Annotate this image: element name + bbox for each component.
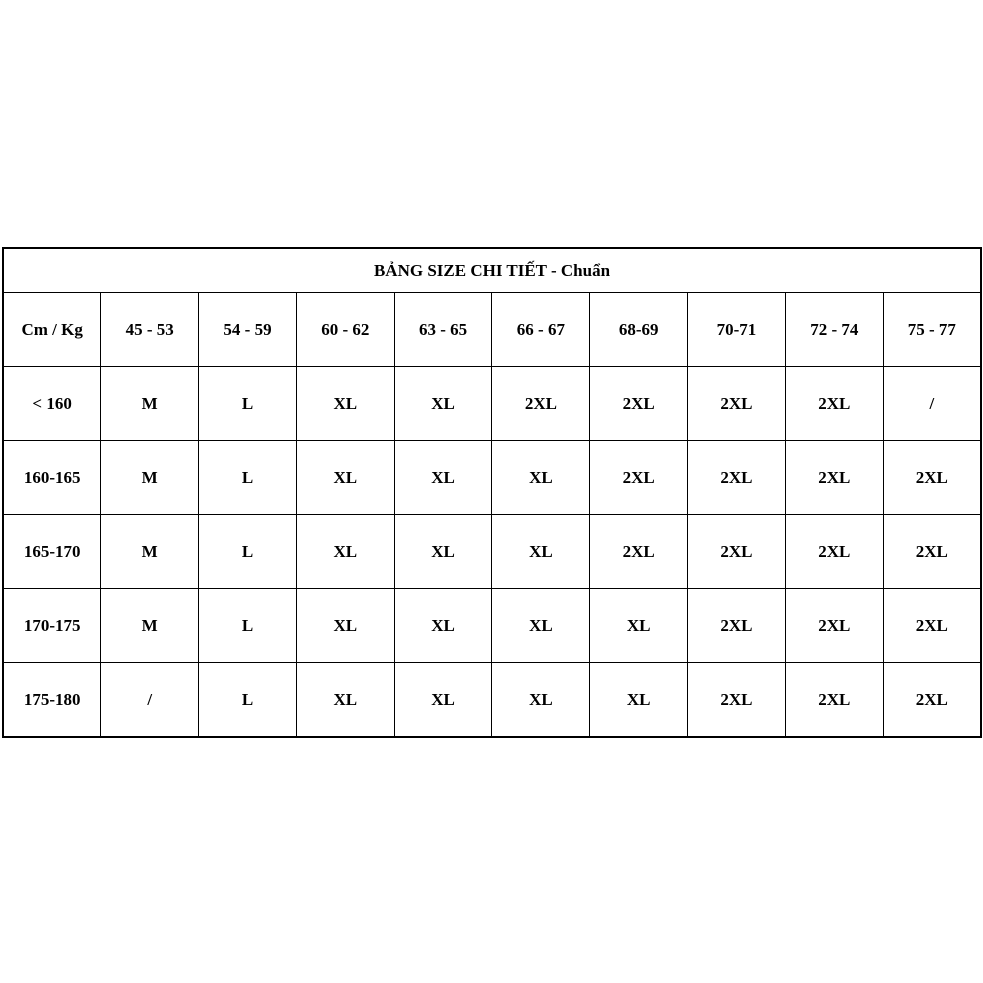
size-cell: XL — [590, 589, 688, 663]
size-cell: / — [883, 367, 981, 441]
size-cell: 2XL — [883, 663, 981, 738]
size-cell: 2XL — [688, 367, 786, 441]
table-title: BẢNG SIZE CHI TIẾT - Chuẩn — [3, 248, 981, 293]
size-cell: XL — [492, 589, 590, 663]
size-cell: XL — [296, 367, 394, 441]
size-cell: 2XL — [785, 663, 883, 738]
weight-header: 54 - 59 — [199, 293, 297, 367]
size-cell: / — [101, 663, 199, 738]
weight-header: 72 - 74 — [785, 293, 883, 367]
size-cell: 2XL — [590, 441, 688, 515]
header-row — [3, 293, 981, 367]
size-cell: 2XL — [883, 589, 981, 663]
size-cell: XL — [394, 515, 492, 589]
size-cell: 2XL — [883, 515, 981, 589]
size-cell: 2XL — [590, 367, 688, 441]
corner-label: Cm / Kg — [3, 293, 101, 367]
weight-header: 60 - 62 — [296, 293, 394, 367]
size-cell: L — [199, 663, 297, 738]
size-cell: XL — [296, 515, 394, 589]
size-cell: XL — [394, 663, 492, 738]
size-cell: XL — [296, 441, 394, 515]
size-cell: 2XL — [688, 589, 786, 663]
size-cell: L — [199, 367, 297, 441]
size-cell: XL — [394, 441, 492, 515]
size-cell: L — [199, 441, 297, 515]
size-cell: 2XL — [688, 515, 786, 589]
size-cell: XL — [394, 367, 492, 441]
height-label: 165-170 — [3, 515, 101, 589]
size-cell: 2XL — [590, 515, 688, 589]
height-label: 160-165 — [3, 441, 101, 515]
size-cell: 2XL — [785, 441, 883, 515]
table-row — [3, 589, 981, 663]
size-cell: M — [101, 367, 199, 441]
size-cell: M — [101, 589, 199, 663]
height-label: < 160 — [3, 367, 101, 441]
size-cell: XL — [296, 589, 394, 663]
size-chart-table — [2, 247, 982, 738]
table-row — [3, 367, 981, 441]
height-label: 175-180 — [3, 663, 101, 738]
size-cell: M — [101, 441, 199, 515]
weight-header: 63 - 65 — [394, 293, 492, 367]
weight-header: 66 - 67 — [492, 293, 590, 367]
size-cell: L — [199, 515, 297, 589]
size-cell: 2XL — [785, 589, 883, 663]
size-cell: XL — [492, 663, 590, 738]
size-cell: XL — [492, 515, 590, 589]
weight-header: 75 - 77 — [883, 293, 981, 367]
size-cell: M — [101, 515, 199, 589]
size-cell: XL — [590, 663, 688, 738]
size-cell: L — [199, 589, 297, 663]
height-label: 170-175 — [3, 589, 101, 663]
size-cell: XL — [394, 589, 492, 663]
table-row — [3, 441, 981, 515]
weight-header: 45 - 53 — [101, 293, 199, 367]
size-cell: 2XL — [688, 663, 786, 738]
size-cell: 2XL — [785, 515, 883, 589]
weight-header: 68-69 — [590, 293, 688, 367]
size-cell: 2XL — [492, 367, 590, 441]
table-row — [3, 663, 981, 738]
table-row — [3, 515, 981, 589]
size-cell: XL — [492, 441, 590, 515]
weight-header: 70-71 — [688, 293, 786, 367]
size-cell: 2XL — [883, 441, 981, 515]
size-cell: 2XL — [688, 441, 786, 515]
title-row — [3, 248, 981, 293]
size-cell: XL — [296, 663, 394, 738]
size-cell: 2XL — [785, 367, 883, 441]
